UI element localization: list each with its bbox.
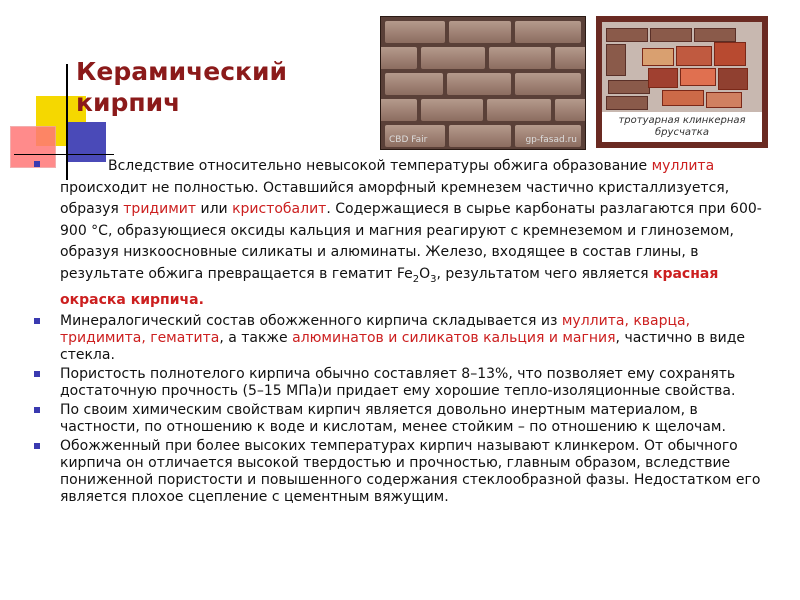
slide-title-line1: Керамический	[76, 57, 288, 86]
slide-title	[76, 56, 356, 118]
klinker-paving-photo	[596, 16, 768, 148]
bullet-item-chemical-properties: По своим химическим свойствам кирпич является довольно инертным материалом, в частности, по отношению к воде и кислотам, менее стойким – по отношению к щелочам.	[34, 402, 764, 436]
bullet-item-klinker: Обожженный при более высоких температурах кирпич называют клинкером. От обычного кирпича он отличается высокой твердостью и прочностью, главным образом, вследствие пониженной пористости и повышенного содержания стеклообразной фазы. Недостатком его является плохое сцепление с цементным вяжущим.	[34, 438, 764, 506]
bullet-marker	[34, 407, 40, 413]
decor-horizontal-line	[14, 154, 114, 155]
bullet-marker	[34, 443, 40, 449]
term-cristobalite: кристобалит	[232, 201, 327, 217]
brick-photo-caption-left: CBD Fair	[389, 135, 428, 145]
term-tridymite: тридимит	[123, 201, 197, 217]
term-red-color: красная окраска кирпича.	[60, 265, 719, 308]
bullet-list	[34, 156, 764, 506]
term-minerals: муллита, кварца, тридимита, гематита	[60, 313, 691, 347]
slide-title-line2: кирпич	[76, 88, 181, 117]
bullet-item-mineral-composition: Минералогический состав обожженного кирпича складывается из муллита, кварца, тридимита, гематита, а также алюминатов и силикатов кальция и магния, частично в виде стекла.	[34, 313, 764, 364]
bullet-marker	[34, 161, 40, 167]
bullet-item-firing-chemistry: Вследствие относительно невысокой температуры обжига образование муллита происходит не полностью. Оставшийся аморфный кремнезем частично кристаллизуется, образуя тридимит или кристобалит. Содержащиеся в сырье карбонаты разлагаются при 600-900 °С, образующиеся оксиды кальция и магния реагируют с кремнеземом и глиноземом, образуя низкоосновные силикаты и алюминаты. Железо, входящее в состав глины, в результате обжига превращается в гематит $Fe_2O_3$, результатом чего является красная окраска кирпича.	[34, 156, 764, 311]
bullet-item-porosity: Пористость полнотелого кирпича обычно составляет 8–13%, что позволяет ему сохранять достаточную прочность (5–15 МПа)и придает ему хорошие тепло-изоляционные свойства.	[34, 366, 764, 400]
bullet-marker	[34, 318, 40, 324]
brick-wall-photo	[380, 16, 586, 150]
term-mullite: муллита	[651, 158, 715, 174]
klinker-photo-caption: тротуарная клинкерная брусчатка	[602, 112, 762, 142]
bullet-marker	[34, 371, 40, 377]
term-aluminates: алюминатов и силикатов кальция и магния	[292, 330, 616, 347]
brick-photo-caption-right: gp-fasad.ru	[525, 135, 577, 145]
